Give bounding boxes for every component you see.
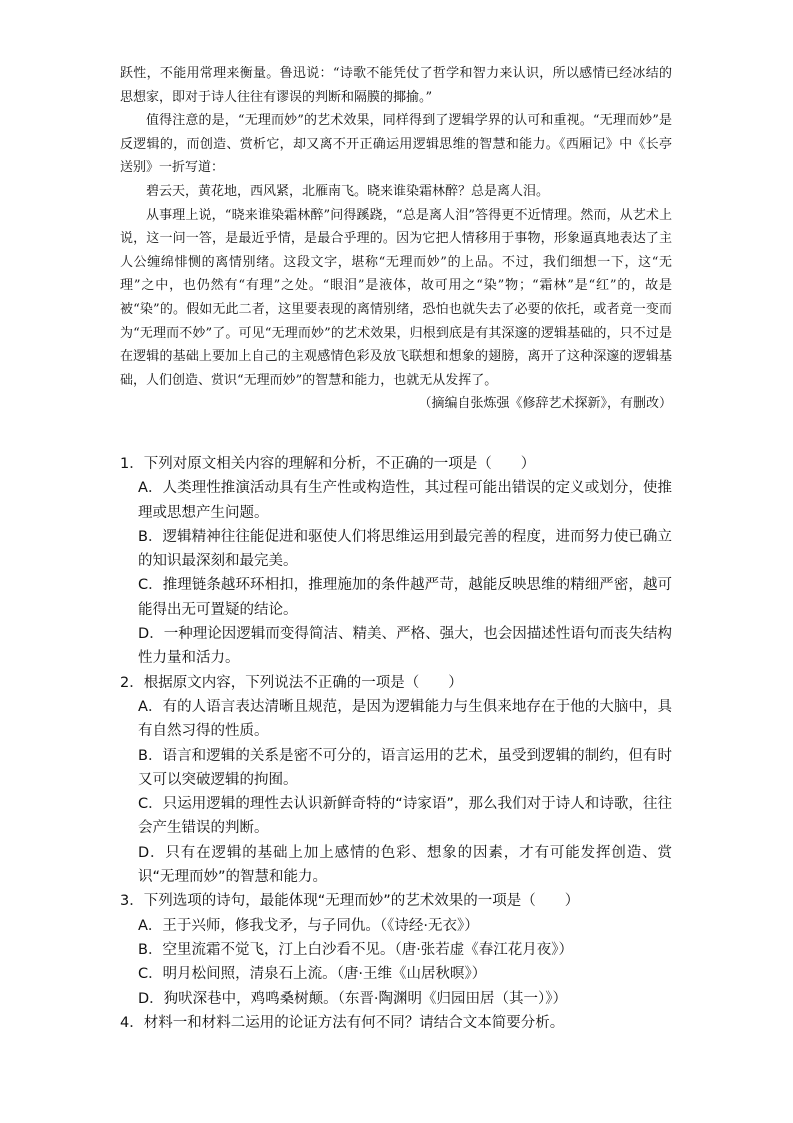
question-1: [120, 452, 672, 671]
question-stem: 4．材料一和材料二运用的论证方法有何不同？请结合文本简要分析。: [120, 1014, 565, 1031]
option-b: B．逻辑精神往往能促进和驱使人们将思维运用到最完善的程度，进而努力使已确立的知识最深刻和最完美。: [138, 528, 672, 570]
option-a: A．王于兴师，修我戈矛，与子同仇。（《诗经·无衣》）: [138, 917, 479, 934]
option-c: C．明月松间照，清泉石上流。（唐·王维《山居秋暝》）: [138, 966, 487, 983]
option-d: D．一种理论因逻辑而变得简洁、精美、严格、强大，也会因描述性语句而丧失结构性力量和活力。: [138, 626, 672, 667]
question-3: [120, 889, 672, 1010]
question-stem: 2．根据原文内容，下列说法不正确的一项是（ ）: [120, 674, 463, 691]
option-d: D．狗吠深巷中，鸡鸣桑树颠。（东晋·陶渊明《归园田居（其一）》）: [138, 990, 568, 1007]
passage-paragraph-3: 从事理上说，“晓来谁染霜林醉”问得蹊跷，“总是离人泪”答得更不近情理。然而，从艺术上说，这一问一答，是最近乎情，是最合乎理的。因为它把人情移用于事物，形象逼真地表达了主人公缠绵悱恻的离情别绪。这段文字，堪称“无理而妙”的上品。不过，我们细想一下，这“无理”之中，也仍然有“有理”之处。“眼泪”是液体，故可用之“染”物；“霜林”是“红”的，故是被“染”的。假如无此二者，这里要表现的离情别绪，恐怕也就失去了必要的依托，或者竟一变而为“无理而不妙”了。可见“无理而妙”的艺术效果，归根到底是有其深邃的逻辑基础的，只不过是在逻辑的基础上要加上自己的主观感情色彩及放飞联想和想象的翅膀，离开了这种深邃的逻辑基础，人们创造、赏识“无理而妙”的智慧和能力，也就无从发挥了。: [120, 207, 672, 388]
option-b: B．空里流霜不觉飞，汀上白沙看不见。（唐·张若虚《春江花月夜》）: [138, 941, 574, 958]
option-a: A．有的人语言表达清晰且规范，是因为逻辑能力与生俱来地存在于他的大脑中，具有自然习得的性质。: [138, 698, 672, 740]
question-stem: 1．下列对原文相关内容的理解和分析，不正确的一项是（ ）: [120, 456, 536, 472]
option-d: D．只有在逻辑的基础上加上感情的色彩、想象的因素，才有可能发挥创造、赏识“无理而妙”的智慧和能力。: [138, 844, 672, 886]
question-list: [120, 452, 672, 1035]
passage-paragraph-1: 跃性，不能用常理来衡量。鲁迅说：“诗歌不能凭仗了哲学和智力来认识，所以感情已经冰结的思想家，即对于诗人往往有谬误的判断和隔膜的揶揄。”: [120, 66, 672, 105]
passage-paragraph-2: 值得注意的是，“无理而妙”的艺术效果，同样得到了逻辑学界的认可和重视。“无理而妙”是反逻辑的，而创造、赏析它，却又离不开正确运用逻辑思维的智慧和能力。《西厢记》中《长亭送别》一折写道：: [120, 113, 672, 176]
option-c: C．只运用逻辑的理性去认识新鲜奇特的“诗家语”，那么我们对于诗人和诗歌，往往会产生错误的判断。: [138, 796, 672, 837]
passage-source-citation: （摘编自张炼强《修辞艺术探新》，有删改）: [418, 396, 672, 412]
passage-poem-quote: 碧云天，黄花地，西风紧，北雁南飞。晓来谁染霜林醉？总是离人泪。: [146, 183, 550, 199]
option-a: A．人类理性推演活动具有生产性或构造性，其过程可能出错误的定义或划分，使推理或思想产生问题。: [138, 480, 672, 521]
question-2: [120, 671, 672, 890]
question-stem: 3．下列选项的诗句，最能体现“无理而妙”的艺术效果的一项是（ ）: [120, 893, 580, 910]
option-c: C．推理链条越环环相扣，推理施加的条件越严苛，越能反映思维的精细严密，越可能得出无可置疑的结论。: [138, 577, 672, 618]
reading-passage: [120, 62, 672, 416]
question-4: [120, 1011, 672, 1035]
option-b: B．语言和逻辑的关系是密不可分的，语言运用的艺术，虽受到逻辑的制约，但有时又可以突破逻辑的拘囿。: [138, 747, 672, 788]
